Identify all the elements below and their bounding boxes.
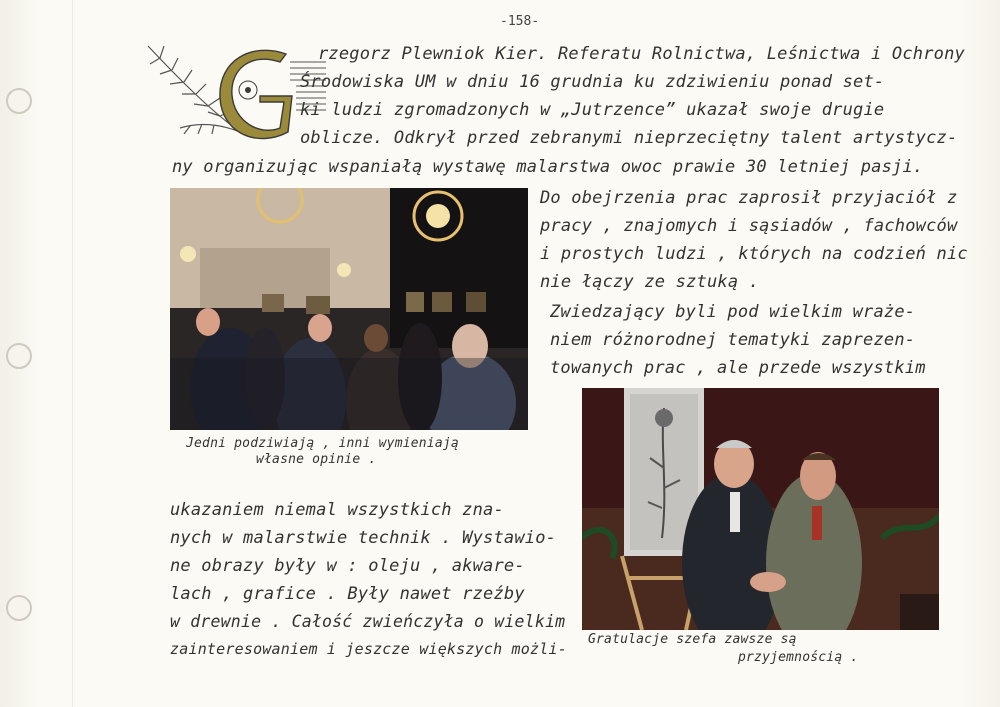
binder-hole-top bbox=[6, 88, 32, 114]
text-line: nych w malarstwie technik . Wystawio- bbox=[170, 528, 557, 548]
text-line: ny organizując wspaniałą wystawę malarstwa owoc prawie 30 letniej pasji. bbox=[172, 157, 924, 177]
text-line: oblicze. Odkrył przed zebranymi nieprzeciętny talent artystycz- bbox=[300, 128, 958, 148]
text-line: rzegorz Plewniok Kier. Referatu Rolnictwa, Leśnictwa i Ochrony bbox=[318, 44, 965, 64]
text-line: ne obrazy były w : oleju , akware- bbox=[170, 556, 525, 576]
text-line: Zwiedzający byli pod wielkim wraże- bbox=[550, 302, 916, 322]
congratulations-photo bbox=[582, 388, 939, 630]
photo-caption: własne opinie . bbox=[256, 452, 377, 467]
text-line: zainteresowaniem i jeszcze większych możli- bbox=[170, 640, 567, 658]
text-line: i prostych ludzi , których na codzień nic bbox=[540, 244, 968, 264]
text-line: niem różnorodnej tematyki zaprezen- bbox=[550, 330, 916, 350]
text-line: Do obejrzenia prac zaprosił przyjaciół z bbox=[540, 188, 958, 208]
text-line: Środowiska UM w dniu 16 grudnia ku zdziwieniu ponad set- bbox=[300, 72, 885, 92]
text-line: ki ludzi zgromadzonych w „Jutrzence” ukazał swoje drugie bbox=[300, 100, 885, 120]
text-line: ukazaniem niemal wszystkich zna- bbox=[170, 500, 504, 520]
page-number: -158- bbox=[500, 14, 540, 29]
text-line: towanych prac , ale przede wszystkim bbox=[550, 358, 926, 378]
binder-hole-middle bbox=[6, 343, 32, 369]
margin-line bbox=[72, 0, 73, 707]
text-line: pracy , znajomych i sąsiadów , fachowców bbox=[540, 216, 958, 236]
text-line: lach , grafice . Były nawet rzeźby bbox=[170, 584, 525, 604]
photo-caption: Jedni podziwiają , inni wymieniają bbox=[186, 436, 459, 451]
text-line: w drewnie . Całość zwieńczyła o wielkim bbox=[170, 612, 566, 631]
photo-caption: przyjemnością . bbox=[738, 650, 859, 665]
exhibition-crowd-photo bbox=[170, 188, 528, 430]
binder-hole-bottom bbox=[6, 595, 32, 621]
photo-caption: Gratulacje szefa zawsze są bbox=[588, 632, 797, 647]
text-line: nie łączy ze sztuką . bbox=[540, 272, 760, 292]
